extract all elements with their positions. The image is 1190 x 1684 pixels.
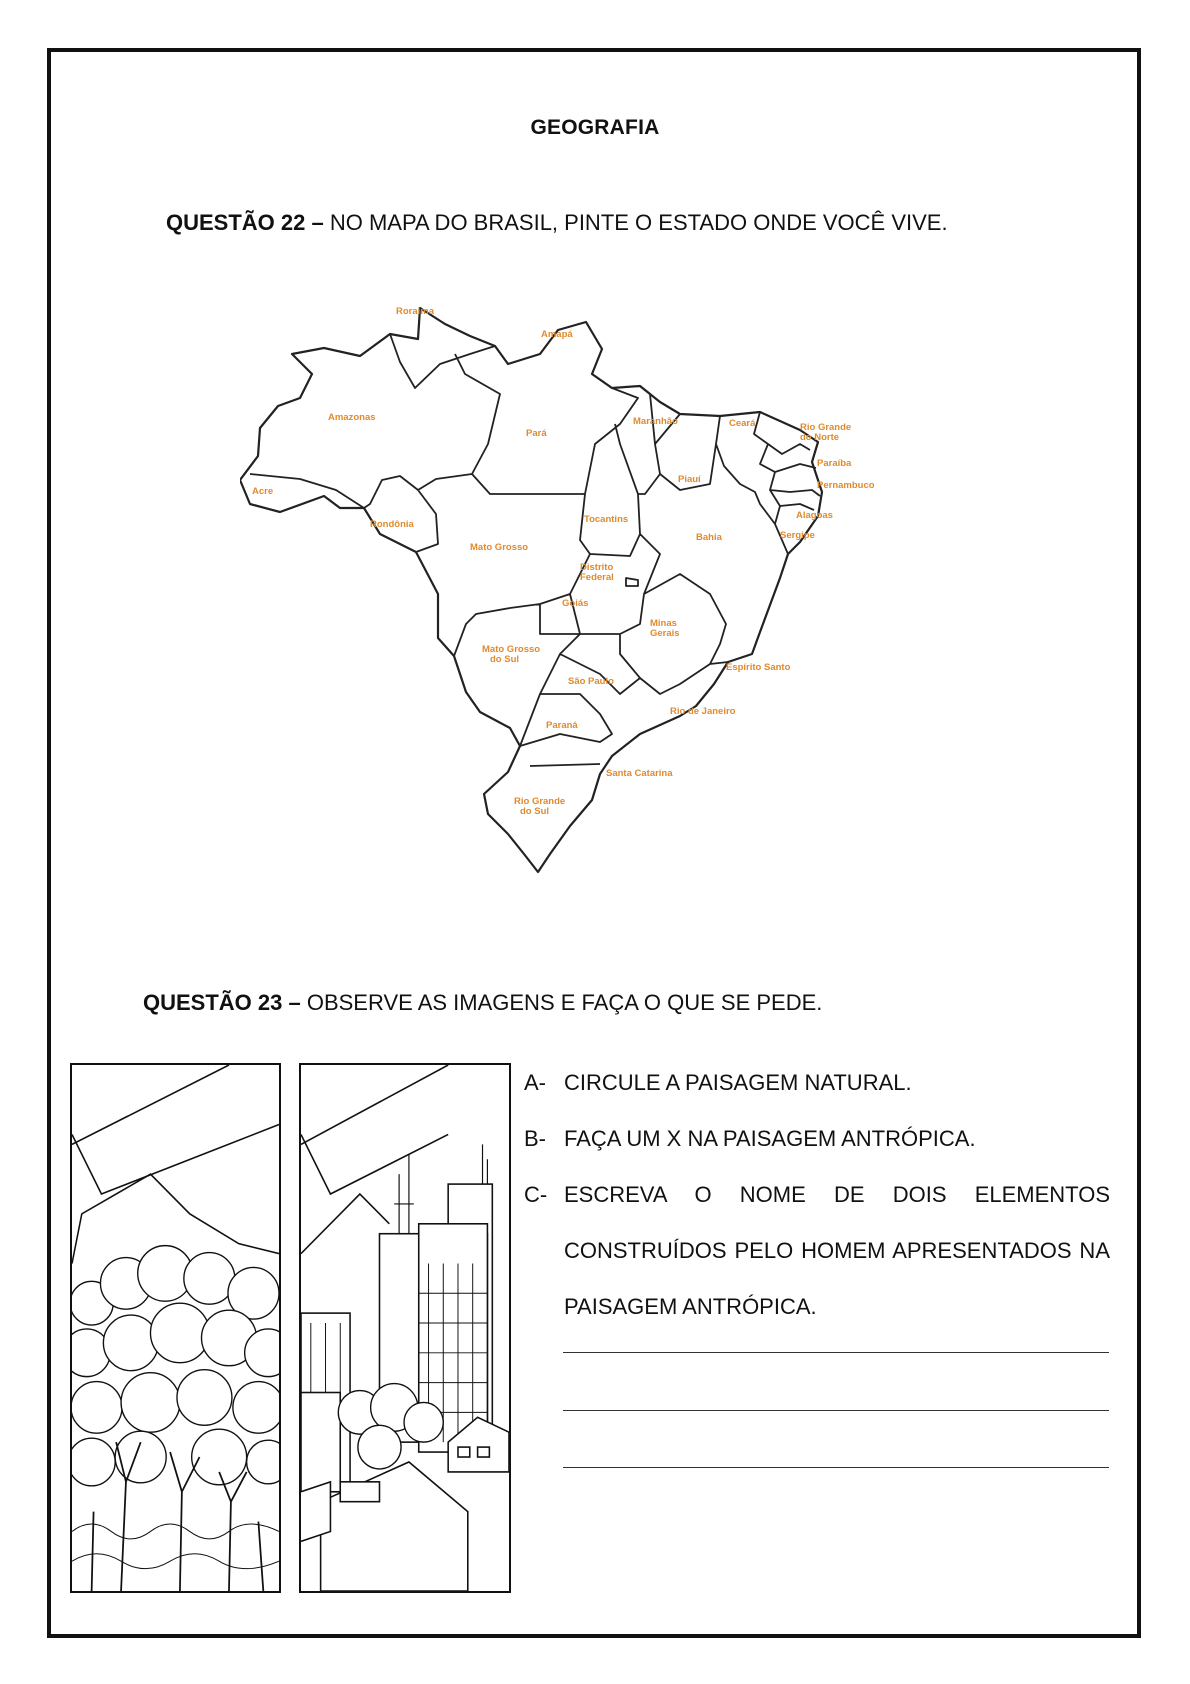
- city-scene-drawing: [301, 1065, 509, 1591]
- state-label-roraima: Roraima: [396, 306, 435, 317]
- forest-scene-drawing: [72, 1065, 279, 1591]
- state-label-distrito-federal: [580, 562, 614, 583]
- mountain-ridge-line: [301, 1065, 448, 1144]
- anthropic-landscape-image[interactable]: [299, 1063, 511, 1593]
- mountain-line: [72, 1125, 279, 1194]
- rs-label-line2: do Sul: [520, 806, 550, 817]
- df-label-line1: Distrito: [580, 562, 614, 573]
- tree-canopy: [72, 1246, 279, 1486]
- task-a-text: CIRCULE A PAISAGEM NATURAL.: [564, 1070, 912, 1095]
- subject-title: GEOGRAFIA: [530, 116, 660, 139]
- state-label-piaui: Piauí: [678, 474, 701, 485]
- task-c: [524, 1167, 1110, 1335]
- state-label-amapa: Amapá: [541, 329, 573, 340]
- mountain-line: [301, 1134, 448, 1194]
- state-label-parana: Paraná: [546, 720, 578, 731]
- question-23-tasks: [524, 1055, 1110, 1335]
- state-label-sergipe: Sergipe: [780, 530, 815, 541]
- mountain-ridge-line: [72, 1065, 229, 1144]
- task-c-mark: C-: [524, 1182, 548, 1207]
- question-22: [166, 210, 948, 236]
- rn-label-line2: do Norte: [800, 432, 840, 443]
- task-a-mark: A-: [524, 1070, 546, 1095]
- brazil-outline: [240, 308, 822, 872]
- question-23: [143, 990, 822, 1016]
- answer-line-1[interactable]: [563, 1352, 1109, 1353]
- question-23-number: QUESTÃO 23 –: [143, 990, 301, 1015]
- mg-label-line2: Gerais: [650, 628, 680, 639]
- state-label-acre: Acre: [252, 486, 274, 497]
- task-b-mark: B-: [524, 1126, 546, 1151]
- hill-line: [301, 1194, 389, 1254]
- state-label-maranhao: Maranhão: [633, 416, 678, 427]
- state-label-amazonas: Amazonas: [328, 412, 376, 423]
- state-label-pernambuco: Pernambuco: [817, 480, 875, 491]
- state-label-goias: Goiás: [562, 598, 589, 609]
- ms-label-line1: Mato Grosso: [482, 644, 541, 655]
- task-b: [524, 1111, 1110, 1167]
- rs-label-line1: Rio Grande: [514, 796, 566, 807]
- state-label-rondonia: Rondônia: [370, 519, 414, 530]
- question-22-number: QUESTÃO 22 –: [166, 210, 324, 235]
- question-23-text: OBSERVE AS IMAGENS E FAÇA O QUE SE PEDE.: [300, 990, 823, 1015]
- brazil-map[interactable]: [240, 294, 940, 924]
- answer-line-2[interactable]: [563, 1410, 1109, 1411]
- state-label-rio-grande-do-norte: [800, 422, 851, 443]
- state-label-bahia: Bahia: [696, 532, 722, 543]
- state-label-ceara: Ceará: [729, 418, 756, 429]
- task-a: [524, 1055, 1110, 1111]
- ms-label-line2: do Sul: [490, 654, 520, 665]
- rn-label-line1: Rio Grande: [800, 422, 852, 433]
- undergrowth: [72, 1524, 279, 1569]
- task-c-text: ESCREVA O NOME DE DOIS ELEMENTOS CONSTRUÍDOS PELO HOMEM APRESENTADOS NA PAISAGEM ANTRÓPICA.: [564, 1182, 1110, 1319]
- state-label-minas-gerais: [650, 618, 680, 639]
- mg-label-line1: Minas: [650, 618, 677, 629]
- natural-landscape-image[interactable]: [70, 1063, 281, 1593]
- state-label-para: Pará: [526, 428, 547, 439]
- state-label-tocantins: Tocantins: [584, 514, 629, 525]
- state-label-rio-de-janeiro: Rio de Janeiro: [670, 706, 736, 717]
- state-label-paraiba: Paraíba: [817, 458, 852, 469]
- answer-line-3[interactable]: [563, 1467, 1109, 1468]
- state-label-espirito-santo: Espírito Santo: [726, 662, 791, 673]
- state-label-mato-grosso: Mato Grosso: [470, 542, 529, 553]
- state-label-alagoas: Alagoas: [796, 510, 833, 521]
- question-22-text: NO MAPA DO BRASIL, PINTE O ESTADO ONDE VOCÊ VIVE.: [323, 210, 948, 235]
- df-label-line2: Federal: [580, 572, 614, 583]
- state-label-santa-catarina: Santa Catarina: [606, 768, 673, 779]
- state-label-sao-paulo: São Paulo: [568, 676, 614, 687]
- task-b-text: FAÇA UM X NA PAISAGEM ANTRÓPICA.: [564, 1126, 976, 1151]
